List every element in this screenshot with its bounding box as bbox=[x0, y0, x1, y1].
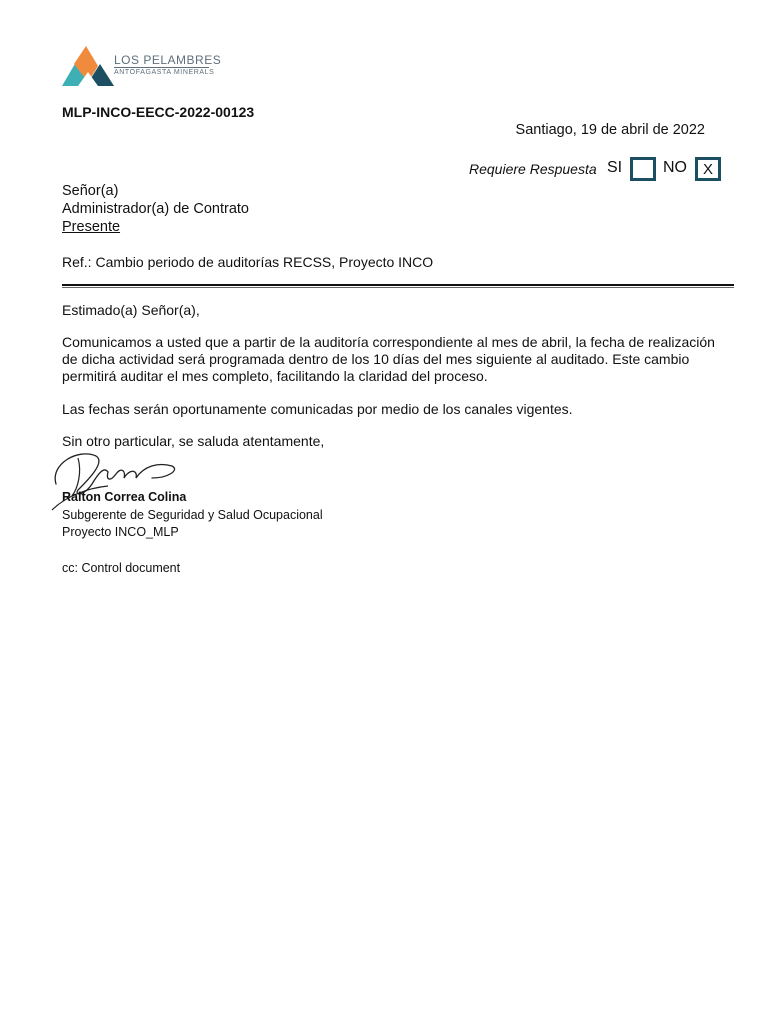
signer-name: Ralton Correa Colina bbox=[62, 490, 187, 504]
response-required-label: Requiere Respuesta bbox=[469, 161, 597, 177]
subject-reference: Ref.: Cambio periodo de auditorías RECSS, Proyecto INCO bbox=[62, 254, 434, 270]
no-checkbox: X bbox=[695, 157, 721, 181]
greeting: Estimado(a) Señor(a), bbox=[62, 302, 200, 318]
addressee-line-1: Señor(a) bbox=[62, 183, 119, 199]
addressee-line-3: Presente bbox=[62, 219, 121, 235]
reference-code: MLP-INCO-EECC-2022-00123 bbox=[62, 104, 255, 120]
separator-rule bbox=[62, 284, 734, 286]
body-paragraph-2: Las fechas serán oportunamente comunicadas por medio de los canales vigentes. bbox=[62, 401, 573, 417]
signer-project: Proyecto INCO_MLP bbox=[62, 525, 179, 539]
cc-line: cc: Control document bbox=[62, 561, 181, 575]
yes-checkbox bbox=[630, 157, 656, 181]
place-date: Santiago, 19 de abril de 2022 bbox=[515, 122, 705, 138]
signer-title: Subgerente de Seguridad y Salud Ocupacional bbox=[62, 508, 323, 522]
closing: Sin otro particular, se saluda atentamente, bbox=[62, 433, 325, 449]
separator-rule-shadow bbox=[62, 287, 734, 288]
logo-divider bbox=[114, 67, 209, 68]
body-paragraph-1: Comunicamos a usted que a partir de la auditoría correspondiente al mes de abril, la fecha de realización de dicha actividad será programada dentro de los 10 días del mes siguiente al auditado. Este cambio permitirá auditar el mes completo, facilitando la claridad del proceso. bbox=[62, 334, 715, 384]
no-label: NO bbox=[663, 159, 687, 176]
logo-subtitle: ANTOFAGASTA MINERALS bbox=[114, 69, 215, 76]
addressee-line-2: Administrador(a) de Contrato bbox=[62, 201, 249, 217]
logo-name: LOS PELAMBRES bbox=[114, 53, 222, 67]
yes-label: SI bbox=[607, 159, 623, 176]
